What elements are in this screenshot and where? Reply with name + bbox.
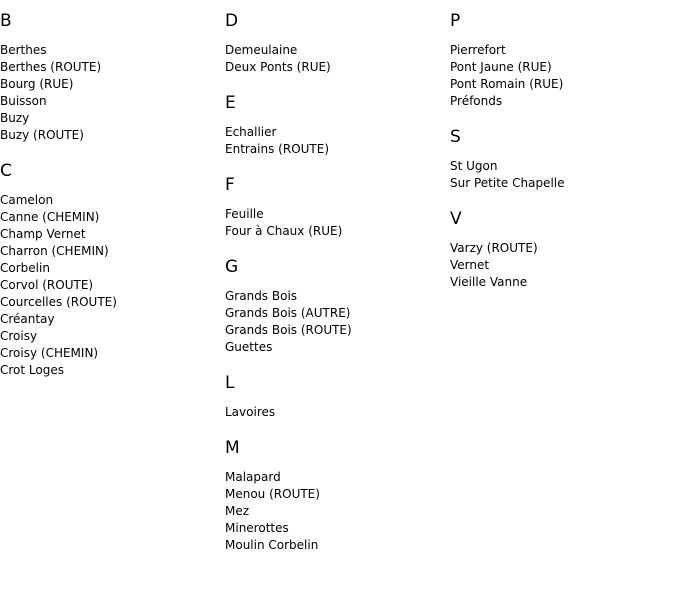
street-link[interactable]: Champ Vernet <box>0 227 86 241</box>
street-link[interactable]: Berthes (ROUTE) <box>0 60 102 74</box>
letter-heading: S <box>450 127 461 147</box>
letter-group <box>450 126 670 192</box>
street-link[interactable]: Pont Romain (RUE) <box>450 77 564 91</box>
street-list <box>225 404 445 421</box>
street-list <box>0 192 220 379</box>
letter-group <box>225 92 445 158</box>
letter-heading: E <box>225 93 236 113</box>
street-link[interactable]: Guettes <box>225 340 273 354</box>
street-list <box>0 42 220 144</box>
letter-heading: G <box>225 257 239 277</box>
street-link[interactable]: Pierrefort <box>450 43 506 57</box>
letter-heading: V <box>450 209 462 229</box>
street-link[interactable]: Charron (CHEMIN) <box>0 244 109 258</box>
street-link[interactable]: Buzy (ROUTE) <box>0 128 84 142</box>
street-list <box>450 240 670 291</box>
letter-group <box>225 256 445 356</box>
street-link[interactable]: Demeulaine <box>225 43 298 57</box>
street-link[interactable]: Four à Chaux (RUE) <box>225 224 343 238</box>
letter-heading: M <box>225 438 240 458</box>
street-link[interactable]: Echallier <box>225 125 277 139</box>
street-link[interactable]: Grands Bois <box>225 289 298 303</box>
letter-heading: B <box>0 11 12 31</box>
street-link[interactable]: Buzy <box>0 111 30 125</box>
letter-group <box>450 10 670 110</box>
street-link[interactable]: Bourg (RUE) <box>0 77 74 91</box>
letter-heading: F <box>225 175 235 195</box>
street-link[interactable]: Sur Petite Chapelle <box>450 176 565 190</box>
letter-heading: C <box>0 161 12 181</box>
street-list <box>225 124 445 158</box>
street-link[interactable]: Croisy (CHEMIN) <box>0 346 99 360</box>
street-link[interactable]: Croisy <box>0 329 38 343</box>
street-link[interactable]: Préfonds <box>450 94 503 108</box>
street-link[interactable]: Vernet <box>450 258 490 272</box>
street-list <box>225 288 445 356</box>
street-link[interactable]: Lavoires <box>225 405 276 419</box>
index-column-3 <box>450 10 670 307</box>
street-link[interactable]: Malapard <box>225 470 281 484</box>
street-list <box>225 469 445 554</box>
street-link[interactable]: Créantay <box>0 312 55 326</box>
street-list <box>225 206 445 240</box>
street-link[interactable]: Corbelin <box>0 261 50 275</box>
street-link[interactable]: Feuille <box>225 207 264 221</box>
street-link[interactable]: Vieille Vanne <box>450 275 528 289</box>
street-link[interactable]: Camelon <box>0 193 54 207</box>
letter-group <box>0 10 220 144</box>
street-link[interactable]: Canne (CHEMIN) <box>0 210 100 224</box>
index-column-2 <box>225 10 445 570</box>
street-link[interactable]: Moulin Corbelin <box>225 538 319 552</box>
street-link[interactable]: Grands Bois (ROUTE) <box>225 323 352 337</box>
street-link[interactable]: Varzy (ROUTE) <box>450 241 538 255</box>
street-link[interactable]: Grands Bois (AUTRE) <box>225 306 351 320</box>
street-link[interactable]: Crot Loges <box>0 363 64 377</box>
letter-group <box>225 437 445 554</box>
letter-heading: D <box>225 11 239 31</box>
letter-group <box>0 160 220 379</box>
street-list <box>450 42 670 110</box>
street-link[interactable]: Menou (ROUTE) <box>225 487 320 501</box>
letter-heading: L <box>225 373 235 393</box>
street-link[interactable]: Buisson <box>0 94 47 108</box>
street-link[interactable]: Berthes <box>0 43 47 57</box>
street-link[interactable]: Minerottes <box>225 521 289 535</box>
street-link[interactable]: Entrains (ROUTE) <box>225 142 330 156</box>
street-link[interactable]: Courcelles (ROUTE) <box>0 295 117 309</box>
street-link[interactable]: Corvol (ROUTE) <box>0 278 94 292</box>
letter-group <box>225 372 445 421</box>
street-link[interactable]: Deux Ponts (RUE) <box>225 60 331 74</box>
letter-group <box>225 174 445 240</box>
letter-group <box>450 208 670 291</box>
street-link[interactable]: St Ugon <box>450 159 498 173</box>
street-list <box>225 42 445 76</box>
letter-group <box>225 10 445 76</box>
index-column-1 <box>0 10 220 395</box>
letter-heading: P <box>450 11 461 31</box>
street-link[interactable]: Pont Jaune (RUE) <box>450 60 552 74</box>
street-link[interactable]: Mez <box>225 504 250 518</box>
street-list <box>450 158 670 192</box>
